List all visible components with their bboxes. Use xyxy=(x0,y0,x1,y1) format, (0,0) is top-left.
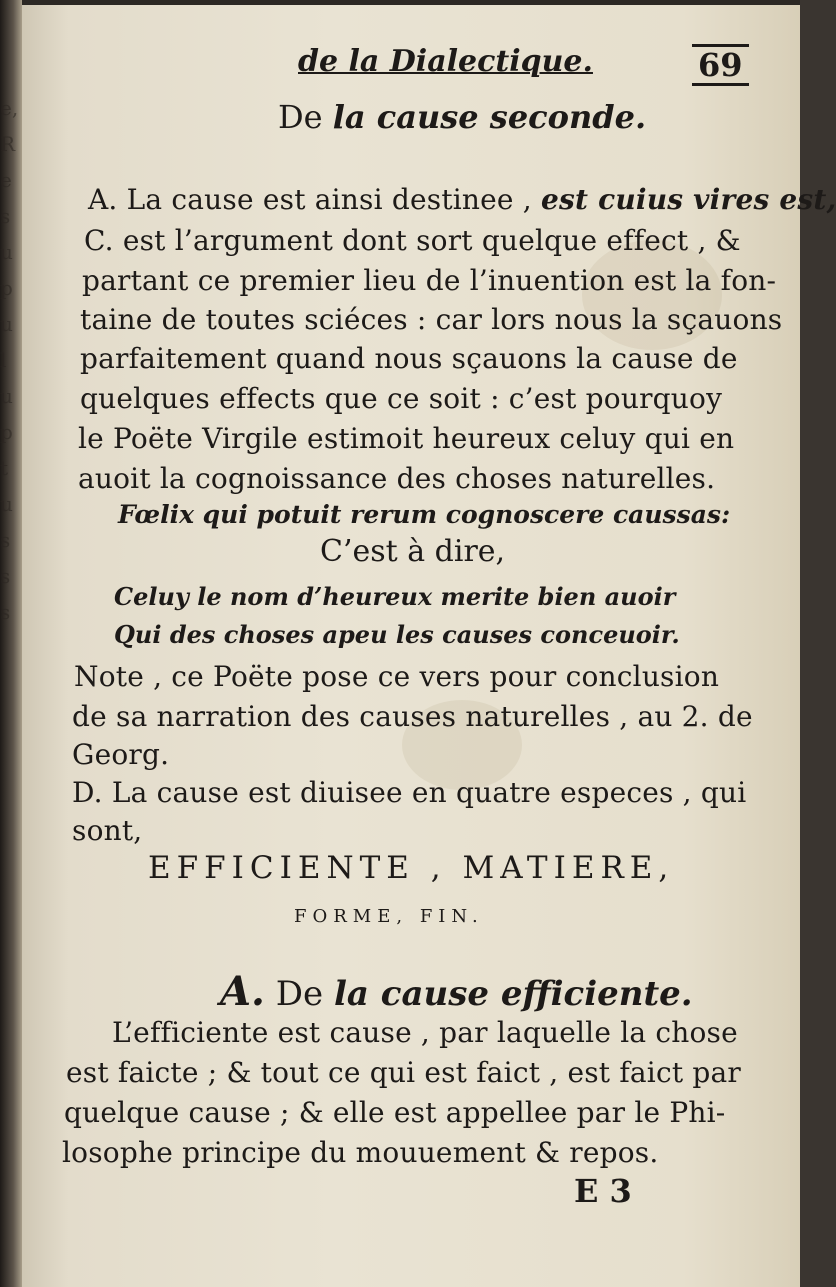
text-line: C. est l’argument dont sort quelque effect , & xyxy=(84,224,741,257)
sub-heading-text: la cause efficiente. xyxy=(333,974,693,1014)
running-head: de la Dialectique. xyxy=(298,44,593,79)
signature-mark: E 3 xyxy=(574,1172,632,1210)
gutter-letter: s xyxy=(0,600,11,624)
text-line: partant ce premier lieu de l’inuention est la fon- xyxy=(82,264,777,297)
gutter-letter: s xyxy=(0,528,11,552)
text-line-italic: est cuius vires est, xyxy=(541,183,836,216)
gutter-letter: e, xyxy=(0,96,19,120)
gutter-letter: u xyxy=(0,240,13,264)
text-line-roman: A. La cause est ainsi destinee , xyxy=(88,183,542,216)
gutter-letter: u xyxy=(0,312,13,336)
text-line: de sa narration des causes naturelles , au 2. de xyxy=(72,700,753,733)
latin-quote: Fœlix qui potuit rerum cognoscere caussas: xyxy=(118,500,731,529)
gutter-letter: t xyxy=(0,456,9,480)
text-line: D. La cause est diuisee en quatre especes , qui xyxy=(72,776,747,809)
verse-line: Qui des choses apeu les causes conceuoir. xyxy=(114,620,680,649)
text-line xyxy=(88,183,836,216)
page-gutter xyxy=(0,0,22,1287)
facing-page-fragment xyxy=(0,90,22,630)
causes-list-primary: EFFICIENTE , MATIERE, xyxy=(148,850,675,886)
gutter-letter: p xyxy=(0,420,13,444)
book-page xyxy=(22,0,836,1287)
text-line: quelque cause ; & elle est appellee par le Phi- xyxy=(64,1096,726,1129)
text-line: le Poëte Virgile estimoit heureux celuy qui en xyxy=(78,422,735,455)
text-line: Note , ce Poëte pose ce vers pour conclusion xyxy=(74,660,720,693)
text-line: losophe principe du mouuement & repos. xyxy=(62,1136,659,1169)
text-line: quelques effects que ce soit : c’est pourquoy xyxy=(80,382,723,415)
gutter-letter: e xyxy=(0,168,12,192)
page-number: 69 xyxy=(692,44,749,86)
text-line: est faicte ; & tout ce qui est faict , est faict par xyxy=(66,1056,742,1089)
page-top-edge xyxy=(22,0,800,5)
sub-heading-letter: A. xyxy=(220,968,265,1015)
gutter-letter: s xyxy=(0,204,11,228)
text-line: auoit la cognoissance des choses naturelles. xyxy=(78,462,716,495)
section-title-text: la cause seconde. xyxy=(332,98,647,136)
gutter-letter: u xyxy=(0,492,13,516)
text-line: parfaitement quand nous sçauons la cause de xyxy=(80,342,738,375)
section-title-prefix: De xyxy=(278,98,323,136)
gutter-letter: s xyxy=(0,564,11,588)
centered-phrase: C’est à dire, xyxy=(320,534,506,569)
sub-heading xyxy=(220,968,693,1015)
verse-line: Celuy le nom d’heureux merite bien auoir xyxy=(114,582,676,611)
causes-list-secondary: FORME, FIN. xyxy=(294,906,484,927)
section-title xyxy=(278,98,646,136)
gutter-letter: u xyxy=(0,384,13,408)
text-line: taine de toutes sciéces : car lors nous la sçauons xyxy=(80,303,783,336)
sub-heading-prefix: De xyxy=(275,974,324,1014)
text-line: sont, xyxy=(72,814,143,847)
text-line: L’efficiente est cause , par laquelle la chose xyxy=(112,1016,738,1049)
text-line: Georg. xyxy=(72,738,170,771)
gutter-letter: R xyxy=(0,132,16,156)
gutter-letter: l xyxy=(0,348,7,372)
gutter-letter: p xyxy=(0,276,13,300)
